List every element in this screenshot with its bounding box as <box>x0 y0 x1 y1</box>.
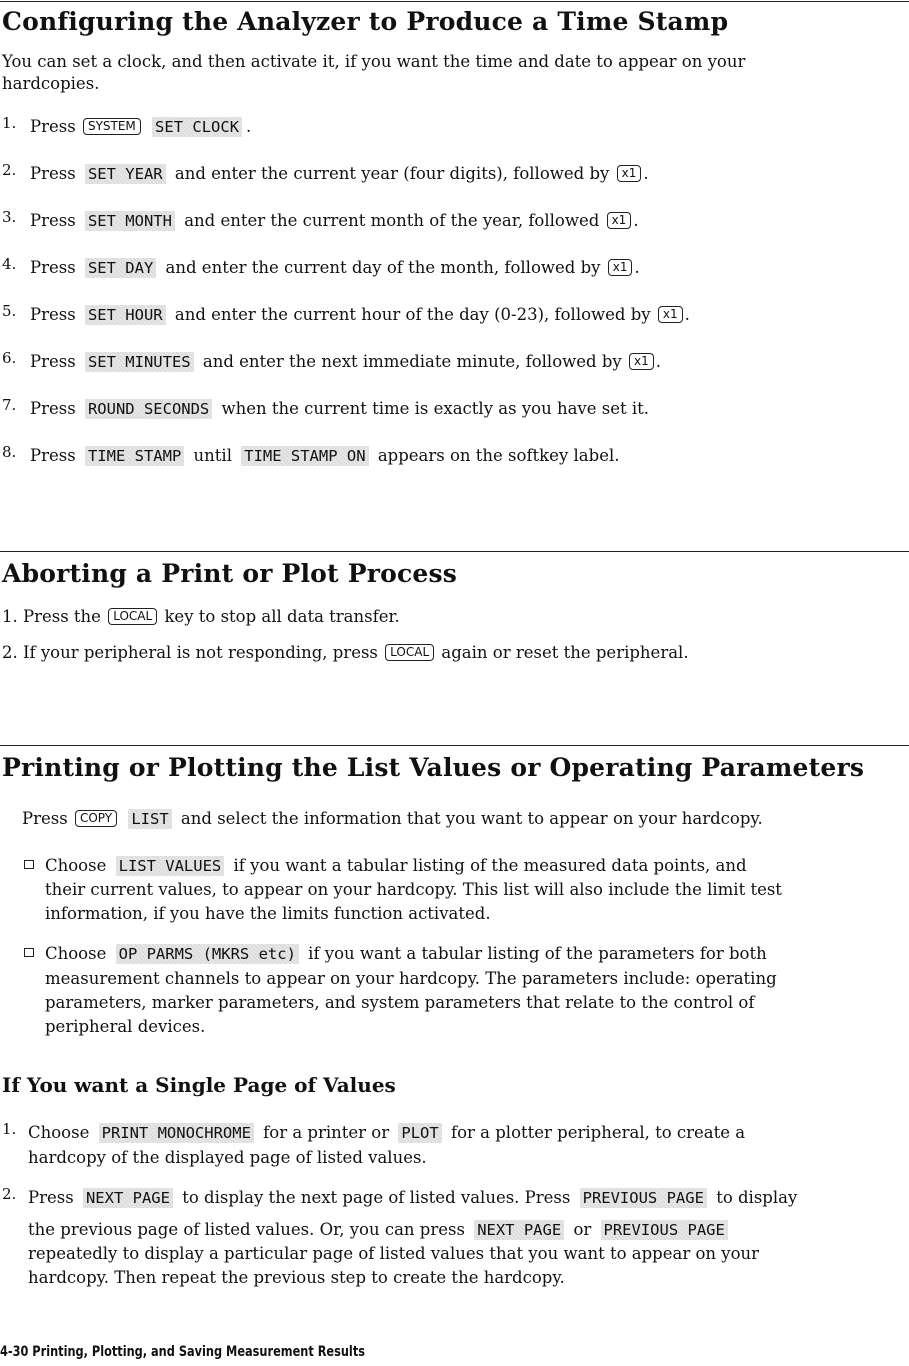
time-stamp-softkey[interactable]: TIME STAMP <box>85 446 184 466</box>
step-number: 1. <box>2 114 17 132</box>
bullet-box <box>24 860 34 869</box>
step-text: . <box>634 258 640 277</box>
step-text: key to stop all data transfer. <box>164 607 400 626</box>
step-text: hardcopy of the displayed page of listed values. <box>28 1148 427 1167</box>
step-text: until <box>193 446 232 465</box>
step-text: . <box>246 117 252 136</box>
bullet-text: parameters, marker parameters, and system parameters that relate to the control of <box>45 993 755 1012</box>
bullet-list-values <box>45 853 747 878</box>
step-number: 4. <box>2 255 17 273</box>
step-text: appears on the softkey label. <box>377 446 620 465</box>
step-2 <box>30 161 649 186</box>
step-text: and enter the current day of the month, followed by <box>165 258 601 277</box>
op-parms-softkey[interactable]: OP PARMS (MKRS etc) <box>116 944 299 964</box>
list-values-softkey[interactable]: LIST VALUES <box>116 856 225 876</box>
print-monochrome-softkey[interactable]: PRINT MONOCHROME <box>99 1123 254 1143</box>
step-text: 2. If your peripheral is not responding, press <box>2 643 378 662</box>
single-page-step-2 <box>28 1185 797 1210</box>
step-text: . <box>643 164 649 183</box>
step-number: 8. <box>2 443 17 461</box>
step-text: Press <box>30 399 76 418</box>
step-text: to display <box>716 1188 798 1207</box>
step-text: Press <box>30 305 76 324</box>
step-text: and enter the current hour of the day (0-23), followed by <box>174 305 651 324</box>
time-stamp-on-softkey[interactable]: TIME STAMP ON <box>241 446 368 466</box>
step-text: and enter the current year (four digits), followed by <box>174 164 610 183</box>
step-text: if you want a tabular listing of the parameters for both <box>308 944 767 963</box>
step-text: for a printer or <box>263 1123 390 1142</box>
previous-page-softkey[interactable]: PREVIOUS PAGE <box>580 1188 707 1208</box>
step-7 <box>30 396 649 421</box>
set-year-softkey[interactable]: SET YEAR <box>85 164 166 184</box>
step-text: . <box>684 305 690 324</box>
step-text: Choose <box>28 1123 90 1142</box>
step-text: repeatedly to display a particular page of listed values that you want to appear on your <box>28 1244 760 1263</box>
step-text: Press <box>30 117 76 136</box>
step-number: 6. <box>2 349 17 367</box>
step-3 <box>30 208 639 233</box>
step-text: Press <box>30 258 76 277</box>
step-text: 1. Press the <box>2 607 101 626</box>
single-page-step-1 <box>28 1120 745 1145</box>
set-minutes-softkey[interactable]: SET MINUTES <box>85 352 194 372</box>
step-text: and enter the current month of the year, followed <box>184 211 600 230</box>
abort-step-1 <box>2 604 400 629</box>
next-page-softkey[interactable]: NEXT PAGE <box>474 1220 564 1240</box>
set-clock-softkey[interactable]: SET CLOCK <box>152 117 242 137</box>
copy-key[interactable]: COPY <box>75 810 117 827</box>
bullet-text: measurement channels to appear on your hardcopy. The parameters include: operating <box>45 969 777 988</box>
next-page-softkey[interactable]: NEXT PAGE <box>83 1188 173 1208</box>
round-seconds-softkey[interactable]: ROUND SECONDS <box>85 399 212 419</box>
step-number: 5. <box>2 302 17 320</box>
step-text: Press <box>30 164 76 183</box>
step-text: to display the next page of listed values. Press <box>182 1188 571 1207</box>
local-key[interactable]: LOCAL <box>385 644 434 661</box>
section-rule <box>0 551 909 552</box>
plot-softkey[interactable]: PLOT <box>398 1123 441 1143</box>
step-text: . <box>633 211 639 230</box>
step-text: for a plotter peripheral, to create a <box>450 1123 746 1142</box>
step-8 <box>30 443 619 468</box>
step-text: when the current time is exactly as you have set it. <box>221 399 650 418</box>
bullet-text: peripheral devices. <box>45 1017 206 1036</box>
step-number: 2. <box>2 161 17 179</box>
step-number: 3. <box>2 208 17 226</box>
step-4 <box>30 255 640 280</box>
single-page-step-2-line-2 <box>28 1217 732 1242</box>
x1-key[interactable]: x1 <box>608 259 633 276</box>
subsection-title-single-page: If You want a Single Page of Values <box>2 1073 396 1097</box>
step-text: Press <box>28 1188 74 1207</box>
step-text: Choose <box>45 856 107 875</box>
step-text: Press <box>30 352 76 371</box>
set-month-softkey[interactable]: SET MONTH <box>85 211 175 231</box>
step-text: or <box>573 1220 592 1239</box>
step-number: 7. <box>2 396 17 414</box>
local-key[interactable]: LOCAL <box>108 608 157 625</box>
step-6 <box>30 349 661 374</box>
step-number: 1. <box>2 1120 17 1138</box>
step-text: the previous page of listed values. Or, you can press <box>28 1220 465 1239</box>
section-title-time-stamp: Configuring the Analyzer to Produce a Time Stamp <box>2 7 729 36</box>
step-text: Press <box>30 211 76 230</box>
step-5 <box>30 302 690 327</box>
x1-key[interactable]: x1 <box>607 212 632 229</box>
step-text: if you want a tabular listing of the measured data points, and <box>233 856 747 875</box>
intro-line-2: hardcopies. <box>2 74 100 93</box>
system-key[interactable]: SYSTEM <box>83 118 141 135</box>
previous-page-softkey[interactable]: PREVIOUS PAGE <box>601 1220 728 1240</box>
step-text: and enter the next immediate minute, followed by <box>202 352 622 371</box>
step-text: Press <box>30 446 76 465</box>
section-title-aborting: Aborting a Print or Plot Process <box>2 559 458 588</box>
bullet-box <box>24 948 34 957</box>
press-copy-list <box>22 806 763 831</box>
list-softkey[interactable]: LIST <box>128 809 171 829</box>
step-text: again or reset the peripheral. <box>441 643 689 662</box>
bullet-op-parms <box>45 941 767 966</box>
section-rule <box>0 745 909 746</box>
step-text: . <box>655 352 661 371</box>
set-day-softkey[interactable]: SET DAY <box>85 258 156 278</box>
step-1 <box>30 114 251 139</box>
step-text: hardcopy. Then repeat the previous step to create the hardcopy. <box>28 1268 565 1287</box>
page-footer: 4-30 Printing, Plotting, and Saving Measurement Results <box>0 1344 365 1360</box>
bullet-text: their current values, to appear on your hardcopy. This list will also include the limit test <box>45 880 782 899</box>
top-rule <box>0 1 909 2</box>
x1-key[interactable]: x1 <box>658 306 683 323</box>
section-title-list-values: Printing or Plotting the List Values or Operating Parameters <box>2 753 865 782</box>
abort-step-2 <box>2 640 689 665</box>
intro-line-1: You can set a clock, and then activate it, if you want the time and date to appear on your <box>2 52 746 71</box>
bullet-text: information, if you have the limits function activated. <box>45 904 491 923</box>
x1-key[interactable]: x1 <box>629 353 654 370</box>
step-text: Press <box>22 809 68 828</box>
x1-key[interactable]: x1 <box>617 165 642 182</box>
step-text: Choose <box>45 944 107 963</box>
set-hour-softkey[interactable]: SET HOUR <box>85 305 166 325</box>
step-number: 2. <box>2 1185 17 1203</box>
step-text: and select the information that you want to appear on your hardcopy. <box>180 809 763 828</box>
